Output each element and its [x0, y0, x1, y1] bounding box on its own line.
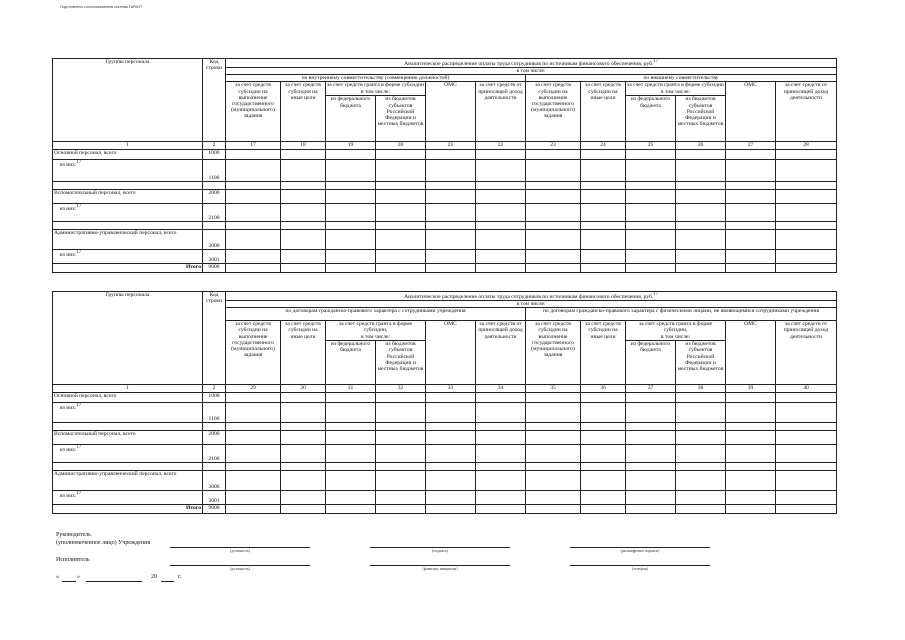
h-income: за счет средств от приносящей доход деятельности [776, 82, 837, 142]
row-label: из них:$^{17}$ [53, 445, 203, 463]
row-label: из них:$^{17}$ [53, 160, 203, 182]
col-number: 22 [476, 142, 526, 150]
row-code: 2100 [203, 445, 226, 463]
table-row [53, 250, 837, 264]
row-label: из них:$^{17}$ [53, 250, 203, 264]
executor-label: Исполнитель [56, 557, 90, 563]
column-numbers-row [53, 142, 837, 150]
total-label: Итого [53, 264, 203, 273]
h-state-task: за счет средств субсидии на выполнение государственного (муниципального) задания [526, 82, 581, 142]
h-grant: за счет средств гранта в форме субсидии, в том числе: [326, 321, 426, 341]
table-row [53, 222, 837, 230]
row-label: Административно-управленческий персонал, всего [53, 471, 203, 491]
h-grant: за счет средств гранта в форме субсидии, в том числе: [626, 321, 726, 341]
position-field[interactable] [170, 547, 310, 548]
col-number: 19 [326, 142, 376, 150]
col-number: 2 [203, 142, 226, 150]
h-other: за счет средств субсидии на иные цели [581, 82, 626, 142]
col-number: 1 [53, 142, 203, 150]
table-row [53, 182, 837, 190]
col-code-header: Код строки [203, 292, 226, 385]
row-label: из них:$^{17}$ [53, 491, 203, 505]
h-other: за счет средств субсидии на иные цели [581, 321, 626, 385]
h-fed: из федерального бюджета [326, 96, 376, 142]
col-number: 38 [676, 385, 726, 393]
hint-signature: (подпись) [432, 549, 448, 553]
row-label: Основной персонал, всего [53, 150, 203, 160]
h-grant: за счет средств гранта в форме субсидии в том числе: [627, 82, 724, 95]
table-row [53, 160, 837, 182]
hint-name: (расшифровка подписи) [620, 549, 660, 553]
h-fed: из федерального бюджета [626, 341, 676, 385]
h-fed: из федерального бюджета [326, 341, 376, 385]
col-number: 27 [726, 142, 776, 150]
h-reg: из бюджетов субъектов Российской Федерации и местных бюджетов [376, 341, 426, 385]
col-number: 37 [626, 385, 676, 393]
date-close-quote: » [77, 574, 80, 580]
row-label: из них:$^{17}$ [53, 403, 203, 423]
executor-name-field[interactable] [370, 565, 510, 566]
year-prefix: 20 [151, 574, 157, 580]
date-month-field[interactable] [86, 581, 142, 582]
signature-field[interactable] [370, 547, 510, 548]
h-oms: ОМС [426, 321, 476, 385]
executor-position-field[interactable] [170, 565, 310, 566]
table-row [53, 471, 837, 491]
table-row [53, 204, 837, 222]
row-code: 1000 [203, 393, 226, 403]
row-code: 2000 [203, 431, 226, 445]
table-row [53, 190, 837, 204]
h-reg: из бюджетов субъектов Российской Федерации и местных бюджетов [676, 341, 726, 385]
salary-distribution-table-1 [52, 58, 837, 273]
col-number: 18 [281, 142, 326, 150]
table-caption: Аналитическое распределение оплаты труда сотрудников по источникам финансового обеспечения, руб.$^{17}$ [226, 59, 837, 68]
col-number: 17 [226, 142, 281, 150]
col-group-header: Группы персонала [53, 59, 203, 142]
col-number: 25 [626, 142, 676, 150]
col-number: 39 [726, 385, 776, 393]
col-number: 32 [376, 385, 426, 393]
row-label: Основной персонал, всего [53, 393, 203, 403]
h-state-task: за счет средств субсидии на выполнение государственного (муниципального) задания [226, 321, 281, 385]
h-income: за счет средств от приносящей доход деятельности [776, 321, 837, 385]
col-number: 31 [326, 385, 376, 393]
row-code: 2000 [203, 190, 226, 204]
hint-phone: (телефон) [632, 567, 648, 571]
table-caption: Аналитическое распределение оплаты труда сотрудников по источникам финансового обеспечения, руб.$^{17}$ [226, 292, 837, 301]
head-sublabel: (уполномоченное лицо) Учреждения [56, 540, 151, 546]
row-code: 3001 [203, 491, 226, 505]
table-row [53, 445, 837, 463]
date-day-field[interactable] [62, 581, 76, 582]
table-row [53, 230, 837, 250]
h-oms: ОМС [726, 82, 776, 142]
block-right-header: по внешнему совместительству [526, 75, 837, 82]
h-state-task: за счет средств субсидии на выполнение государственного (муниципального) задания [226, 82, 281, 142]
row-code: 9000 [203, 505, 226, 514]
row-code: 3000 [203, 230, 226, 250]
row-code: 1000 [203, 150, 226, 160]
col-number: 34 [476, 385, 526, 393]
col-number: 26 [676, 142, 726, 150]
col-number: 33 [426, 385, 476, 393]
h-grant: за счет средств гранта в форме субсидии в том числе: [327, 82, 424, 95]
col-number: 36 [581, 385, 626, 393]
block-left-header: по договорам гражданско-правового характера с сотрудниками учреждения [226, 308, 526, 321]
col-number: 30 [281, 385, 326, 393]
table-row [53, 463, 837, 471]
col-number: 35 [526, 385, 581, 393]
col-number: 40 [776, 385, 837, 393]
col-number: 20 [376, 142, 426, 150]
table-row [53, 505, 837, 514]
table-row [53, 393, 837, 403]
h-reg: из бюджетов субъектов Российской Федерации и местных бюджетов [376, 96, 426, 142]
row-label: Административно-управленческий персонал, всего [53, 230, 203, 250]
h-state-task: за счет средств субсидии на выполнение государственного (муниципального) задания [526, 321, 581, 385]
in-that-number: в том числе: [226, 68, 837, 75]
block-right-header: по договорам гражданско-правового характера с физическими лицами, не являющимися сотрудниками учреждения [526, 308, 837, 321]
row-label: Вспомогательный персонал, всего [53, 431, 203, 445]
row-code: 9000 [203, 264, 226, 273]
h-oms: ОМС [426, 82, 476, 142]
h-income: за счет средств от приносящей доход деятельности [476, 321, 526, 385]
salary-distribution-table-2 [52, 291, 837, 514]
hint-position: (должность) [230, 567, 250, 571]
h-income: за счет средств от приносящей доход деятельности [476, 82, 526, 142]
executor-phone-field[interactable] [570, 565, 710, 566]
in-that-number: в том числе: [226, 301, 837, 308]
col-number: 23 [526, 142, 581, 150]
col-code-header: Код строки [203, 59, 226, 142]
name-field[interactable] [570, 547, 710, 548]
col-number: 2 [203, 385, 226, 393]
hint-position: (должность) [230, 549, 250, 553]
row-label: Вспомогательный персонал, всего [53, 190, 203, 204]
table-row [53, 264, 837, 273]
table-row [53, 423, 837, 431]
h-reg: из бюджетов субъектов Российской Федерации и местных бюджетов [676, 96, 726, 142]
date-year-field[interactable] [161, 581, 174, 582]
row-code: 1100 [203, 403, 226, 423]
row-code: 3001 [203, 250, 226, 264]
row-code: 3000 [203, 471, 226, 491]
h-fed: из федерального бюджета [626, 96, 676, 142]
row-code: 1100 [203, 160, 226, 182]
col-number: 1 [53, 385, 203, 393]
col-number: 28 [776, 142, 837, 150]
col-group-header: Группы персонала [53, 292, 203, 385]
header-note: Подготовлено с использованием системы ГАРАНТ [60, 5, 143, 9]
hint-fio: (фамилия, инициалы) [422, 567, 458, 571]
h-other: за счет средств субсидии на иные цели [281, 82, 326, 142]
block-left-header: по внутреннему совместительству (совмещению должностей) [226, 75, 526, 82]
col-number: 24 [581, 142, 626, 150]
total-label: Итого [53, 505, 203, 514]
table-row [53, 491, 837, 505]
col-number: 29 [226, 385, 281, 393]
column-numbers-row [53, 385, 837, 393]
table-row [53, 431, 837, 445]
year-suffix: г. [178, 574, 182, 580]
row-label: из них:$^{17}$ [53, 204, 203, 222]
table-row [53, 403, 837, 423]
table-row [53, 150, 837, 160]
row-code: 2100 [203, 204, 226, 222]
date-open-quote: « [56, 574, 59, 580]
head-label: Руководитель [56, 532, 91, 538]
h-other: за счет средств субсидии на иные цели [281, 321, 326, 385]
h-oms: ОМС [726, 321, 776, 385]
col-number: 21 [426, 142, 476, 150]
